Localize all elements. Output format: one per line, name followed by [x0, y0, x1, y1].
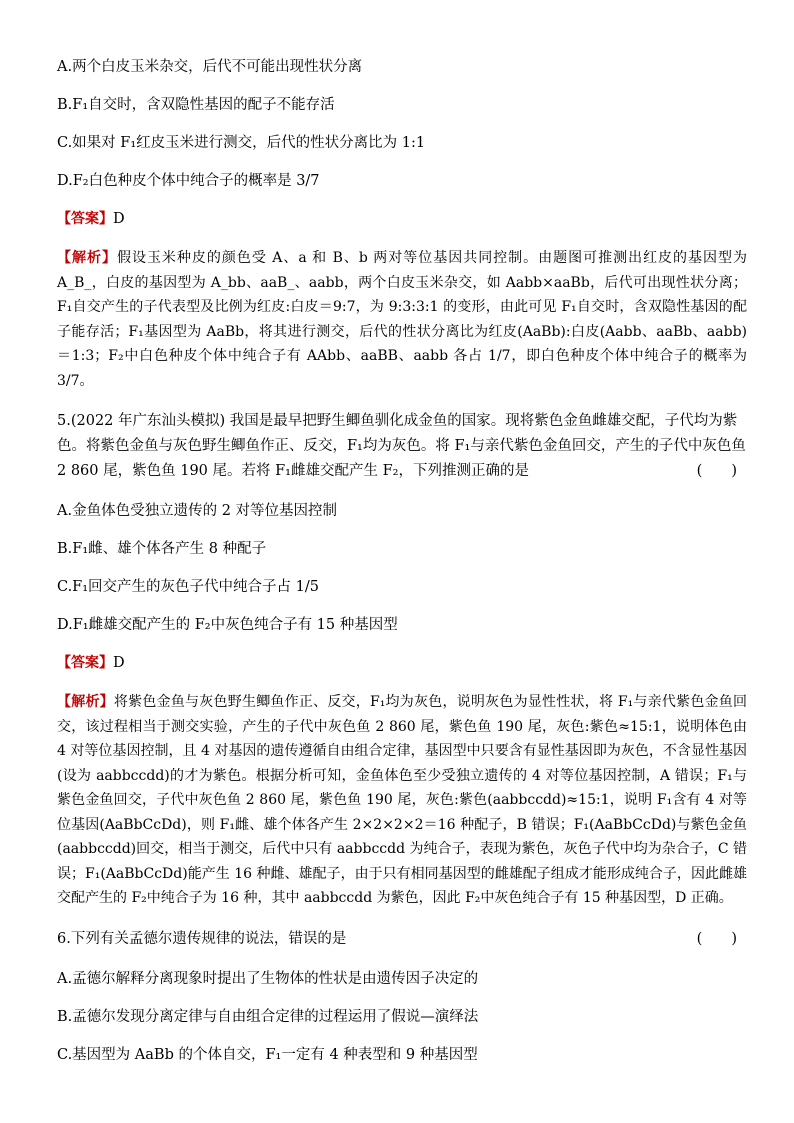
q5-stem-text: 5.(2022 年广东汕头模拟) 我国是最早把野生鲫鱼驯化成金鱼的国家。现将紫色金鱼雌雄交配，子代均为紫色。将紫色金鱼与灰色野生鲫鱼作正、反交，F₁均为灰色。将 F₁与亲代紫色金鱼回交，产生的子代中灰色鱼 2 860 尾，紫色鱼 190 尾。若将 F₁雌雄交配产生 F₂，下列推测正确的是: [57, 413, 746, 479]
q6-stem: [57, 927, 747, 952]
answer-tag: 【答案】: [57, 211, 113, 227]
q5-stem: [57, 409, 747, 484]
q5-explanation: [57, 690, 747, 911]
q4-explanation: [57, 246, 747, 393]
document-page: [57, 56, 747, 1082]
answer-blank: ( ): [696, 930, 737, 947]
q4-option-a: A.两个白皮玉米杂交，后代不可能出现性状分离: [57, 59, 363, 75]
explanation-text: 假设玉米种皮的颜色受 A、a 和 B、b 两对等位基因共同控制。由题图可推测出红皮的基因型为A_B_，白皮的基因型为 A_bb、aaB_、aabb，两个白皮玉米杂交，如 Aabb×aaBb，后代可出现性状分离；F₁自交产生的子代表型及比例为红皮:白皮＝9:7，为 9:3:3:1 的变形，由此可见 F₁自交时，含双隐性基因的配子能存活；F₁基因型为 AaBb，将其进行测交，后代的性状分离比为红皮(AaBb):白皮(Aabb、aaBb、aabb)＝1:3；F₂中白色种皮个体中纯合子有 AAbb、aaBB、aabb 各占 1/7，即白色种皮个体中纯合子的概率为 3/7。: [57, 250, 748, 389]
q5-option-d: D.F₁雌雄交配产生的 F₂中灰色纯合子有 15 种基因型: [57, 617, 398, 633]
q6-option-c: C.基因型为 AaBb 的个体自交，F₁一定有 4 种表型和 9 种基因型: [57, 1046, 478, 1063]
q5-option-a: A.金鱼体色受独立遗传的 2 对等位基因控制: [57, 503, 338, 519]
answer-value: D: [113, 655, 125, 671]
q4-option-d: D.F₂白色种皮个体中纯合子的概率是 3/7: [57, 173, 320, 189]
answer-blank: ( ): [696, 463, 737, 479]
q6-option-b: B.孟德尔发现分离定律与自由组合定律的过程运用了假说—演绎法: [57, 1008, 479, 1025]
q4-option-c: C.如果对 F₁红皮玉米进行测交，后代的性状分离比为 1:1: [57, 135, 426, 151]
q5-answer: [57, 652, 747, 674]
explanation-text: 将紫色金鱼与灰色野生鲫鱼作正、反交，F₁均为灰色，说明灰色为显性性状，将 F₁与亲代紫色金鱼回交，该过程相当于测交实验，产生的子代中灰色鱼 2 860 尾，紫色鱼 190 尾，灰色:紫色≈15:1，说明体色由 4 对等位基因控制，且 4 对基因的遗传遵循自由组合定律，基因型中只要含有显性基因即为灰色，不含显性基因(设为 aabbccdd)的才为紫色。根据分析可知，金鱼体色至少受独立遗传的 4 对等位基因控制，A 错误；F₁与紫色金鱼回交，子代中灰色鱼 2 860 尾，紫色鱼 190 尾，灰色:紫色(aabbccdd)≈15:1，说明 F₁含有 4 对等位基因(AaBbCcDd)，则 F₁雌、雄个体各产生 2×2×2×2＝16 种配子，B 错误；F₁(AaBbCcDd)与紫色金鱼(aabbccdd)回交，相当于测交，后代中只有 aabbccdd 为纯合子，表现为紫色，灰色子代中均为杂合子，C 错误；F₁(AaBbCcDd)能产生 16 种雌、雄配子，由于只有相同基因型的雌雄配子组成才能形成纯合子，因此雌雄交配产生的 F₂中纯合子为 16 种，其中 aabbccdd 为紫色，因此 F₂中灰色纯合子有 15 种基因型，D 正确。: [57, 694, 748, 906]
explanation-tag: 【解析】: [57, 250, 117, 266]
q4-answer: [57, 208, 747, 230]
q5-option-c: C.F₁回交产生的灰色子代中纯合子占 1/5: [57, 579, 320, 595]
q5-option-b: B.F₁雌、雄个体各产生 8 种配子: [57, 541, 267, 557]
q4-option-b: B.F₁自交时，含双隐性基因的配子不能存活: [57, 97, 335, 113]
q6-stem-text: 6.下列有关孟德尔遗传规律的说法，错误的是: [57, 930, 347, 947]
answer-value: D: [113, 211, 125, 227]
explanation-tag: 【解析】: [57, 694, 114, 710]
answer-tag: 【答案】: [57, 655, 113, 671]
q6-option-a: A.孟德尔解释分离现象时提出了生物体的性状是由遗传因子决定的: [57, 970, 479, 987]
